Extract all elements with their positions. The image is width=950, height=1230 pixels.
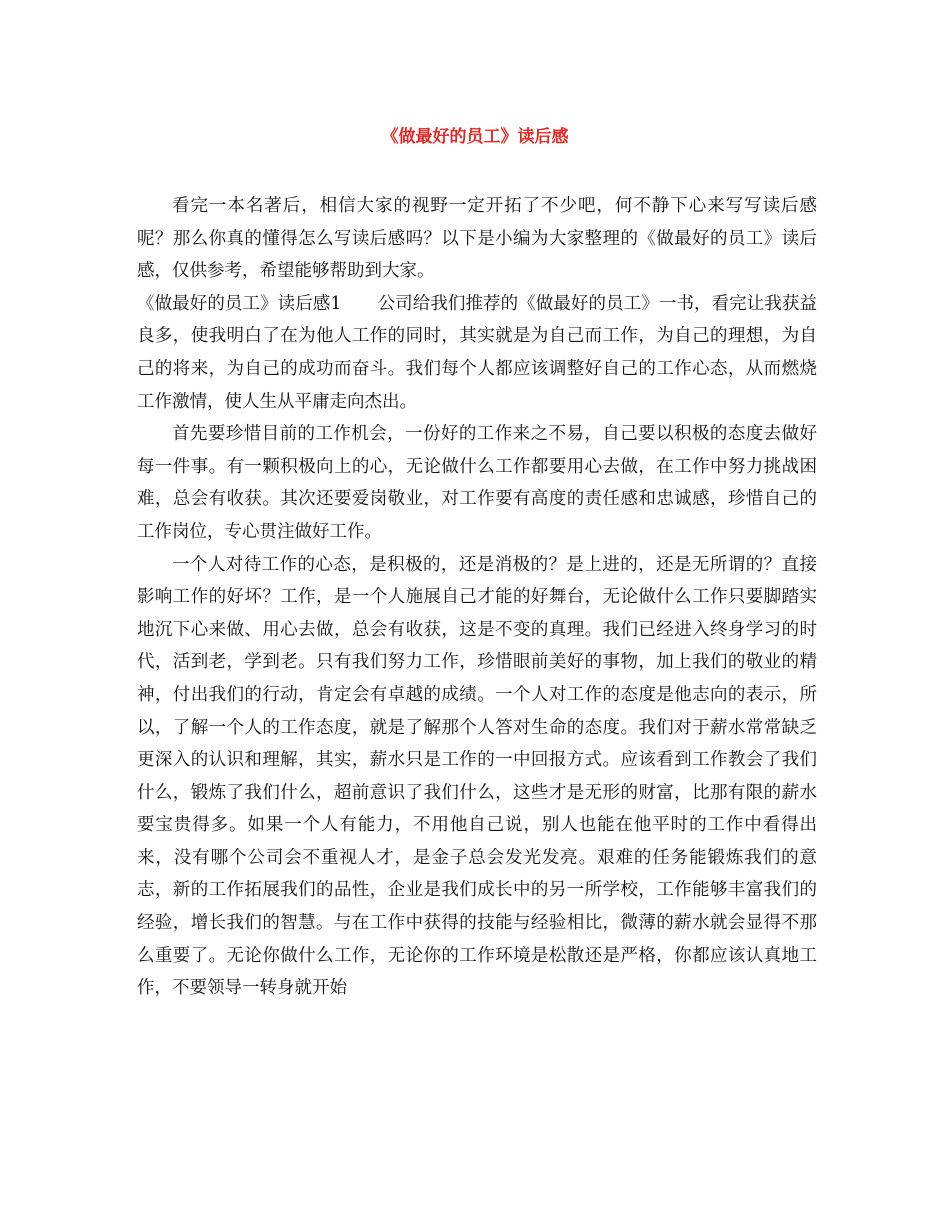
- body-paragraph-2: 首先要珍惜目前的工作机会，一份好的工作来之不易，自己要以积极的态度去做好每一件事。有一颗积极向上的心，无论做什么工作都要用心去做，在工作中努力挑战困难，总会有收获。其次还要爱岗敬业，对工作要有高度的责任感和忠诚感，珍惜自己的工作岗位，专心贯注做好工作。: [137, 424, 817, 542]
- document-body: [137, 190, 817, 1005]
- section-first-text: 公司给我们推荐的《做最好的员工》一书，看完让我获益良多，使我明白了在为他人工作的同时，其实就是为自己而工作，为自己的理想，为自己的将来，为自己的成功而奋斗。我们每个人都应该调整好自己的工作心态，从而燃烧工作激情，使人生从平庸走向杰出。: [137, 293, 817, 412]
- document-title: 《做最好的员工》读后感: [381, 127, 569, 147]
- section-heading: 《做最好的员工》读后感1: [137, 293, 342, 314]
- body-paragraph-3: 一个人对待工作的心态，是积极的，还是消极的？是上进的，还是无所谓的？直接影响工作的好坏？工作，是一个人施展自己才能的好舞台，无论做什么工作只要脚踏实地沉下心来做、用心去做，总会有收获，这是不变的真理。我们已经进入终身学习的时代，活到老，学到老。只有我们努力工作，珍惜眼前美好的事物，加上我们的敬业的精神，付出我们的行动，肯定会有卓越的成绩。一个人对工作的态度是他志向的表示，所以，了解一个人的工作态度，就是了解那个人答对生命的态度。我们对于薪水常常缺乏更深入的认识和理解，其实，薪水只是工作的一中回报方式。应该看到工作教会了我们什么，锻炼了我们什么，超前意识了我们什么，这些才是无形的财富，比那有限的薪水要宝贵得多。如果一个人有能力，不用他自己说，别人也能在他平时的工作中看得出来，没有哪个公司会不重视人才，是金子总会发光发亮。艰难的任务能锻炼我们的意志，新的工作拓展我们的品性，企业是我们成长中的另一所学校，工作能够丰富我们的经验，增长我们的智慧。与在工作中获得的技能与经验相比，微薄的薪水就会显得不那么重要了。无论你做什么工作，无论你的工作环境是松散还是严格，你都应该认真地工作，不要领导一转身就开始: [137, 554, 817, 999]
- intro-paragraph: 看完一本名著后，相信大家的视野一定开拓了不少吧，何不静下心来写写读后感呢？那么你真的懂得怎么写读后感吗？以下是小编为大家整理的《做最好的员工》读后感，仅供参考，希望能够帮助到大家。: [137, 196, 817, 282]
- section-paragraph: [137, 288, 817, 418]
